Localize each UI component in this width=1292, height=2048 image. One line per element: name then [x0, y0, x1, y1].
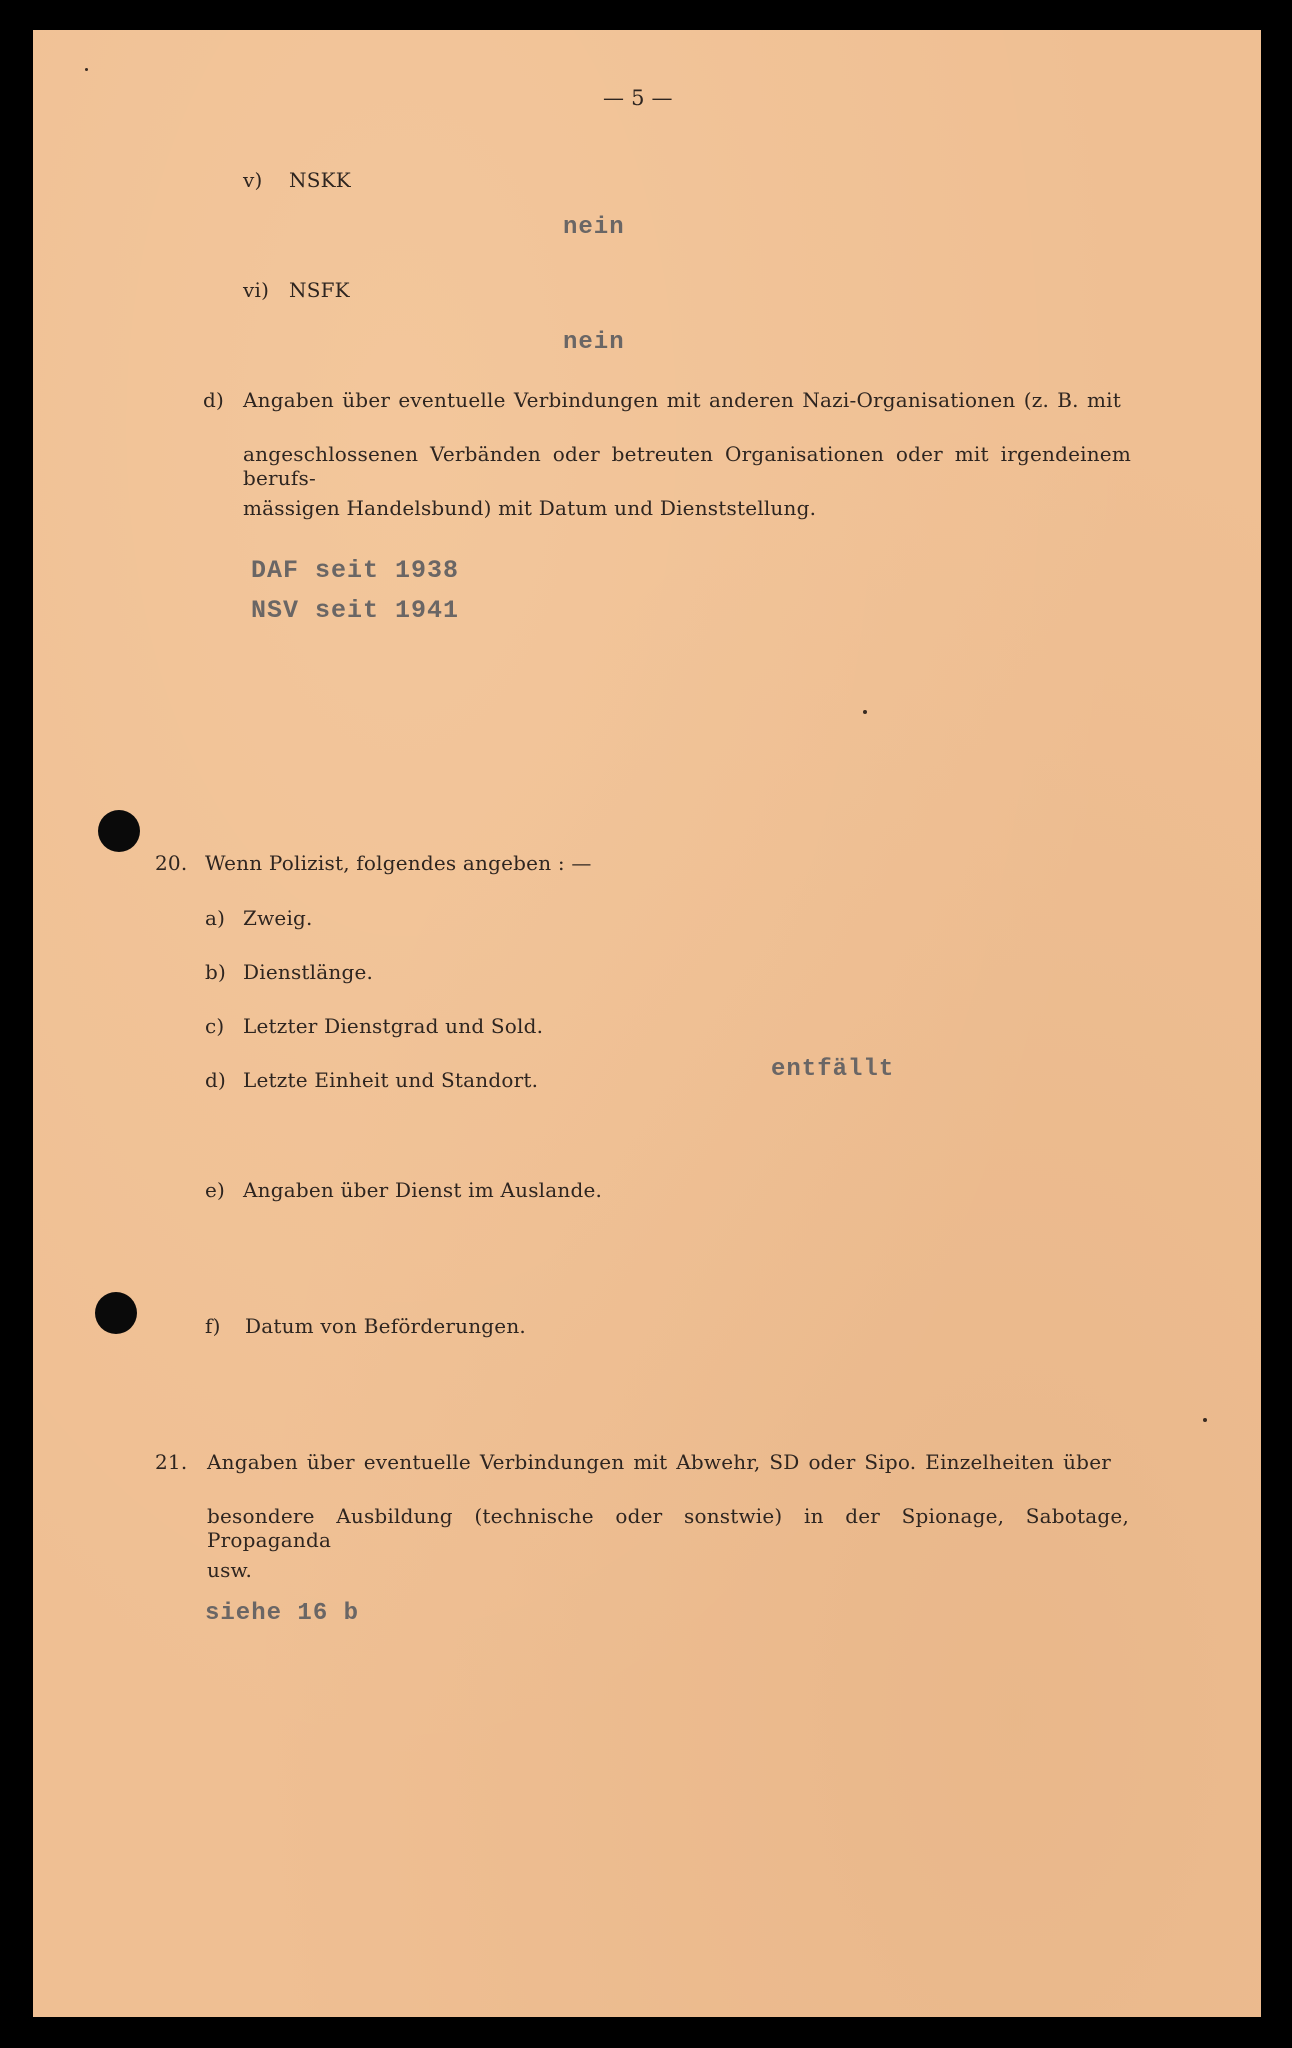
q20-a-label: a) — [205, 906, 226, 930]
paper-speck — [85, 68, 88, 71]
q20-f-label: f) — [205, 1314, 221, 1338]
item-d-answer-1: DAF seit 1938 — [251, 556, 460, 585]
q21-line-1: Angaben über eventuelle Verbindungen mit Abwehr, SD oder Sipo. Einzelheiten über — [207, 1450, 1111, 1474]
item-d-line-1: Angaben über eventuelle Verbindungen mit anderen Nazi-Organisationen (z. B. mit — [243, 388, 1121, 412]
punch-hole-top — [98, 810, 140, 852]
q20-b-text: Dienstlänge. — [243, 960, 374, 984]
item-vi-text: NSFK — [289, 278, 350, 302]
item-vi-answer: nein — [563, 329, 625, 356]
q20-c-label: c) — [205, 1014, 225, 1038]
q20-b-label: b) — [205, 960, 227, 984]
q20-e-label: e) — [205, 1178, 226, 1202]
document-page — [33, 30, 1261, 2017]
item-d-answer-2: NSV seit 1941 — [251, 596, 460, 625]
item-v-answer: nein — [563, 214, 625, 241]
q20-e-text: Angaben über Dienst im Auslande. — [243, 1178, 603, 1202]
q21-number: 21. — [155, 1450, 188, 1474]
q20-c-text: Letzter Dienstgrad und Sold. — [243, 1014, 544, 1038]
q20-f-text: Datum von Beförderungen. — [245, 1314, 526, 1338]
q20-a-text: Zweig. — [243, 906, 313, 930]
item-v-label: v) — [243, 168, 263, 192]
q20-d-text: Letzte Einheit und Standort. — [243, 1068, 539, 1092]
item-d-line-3: mässigen Handelsbund) mit Datum und Dienststellung. — [243, 496, 817, 520]
q20-answer: entfällt — [771, 1056, 895, 1083]
item-d-label: d) — [203, 388, 225, 412]
paper-speck — [863, 710, 867, 714]
paper-speck — [1203, 1418, 1207, 1422]
q20-number: 20. — [155, 851, 188, 875]
q21-line-3: usw. — [207, 1558, 253, 1582]
q21-answer: siehe 16 b — [205, 1600, 360, 1627]
q20-title: Wenn Polizist, folgendes angeben : — — [205, 851, 592, 875]
q21-line-2: besondere Ausbildung (technische oder sonstwie) in der Spionage, Sabotage, Propaganda — [207, 1504, 1129, 1552]
q20-d-label: d) — [205, 1068, 227, 1092]
punch-hole-bottom — [95, 1292, 137, 1334]
item-d-line-2: angeschlossenen Verbänden oder betreuten Organisationen oder mit irgendeinem berufs- — [243, 442, 1131, 490]
item-vi-label: vi) — [243, 278, 270, 302]
page-number: — 5 — — [603, 86, 673, 110]
item-v-text: NSKK — [289, 168, 351, 192]
